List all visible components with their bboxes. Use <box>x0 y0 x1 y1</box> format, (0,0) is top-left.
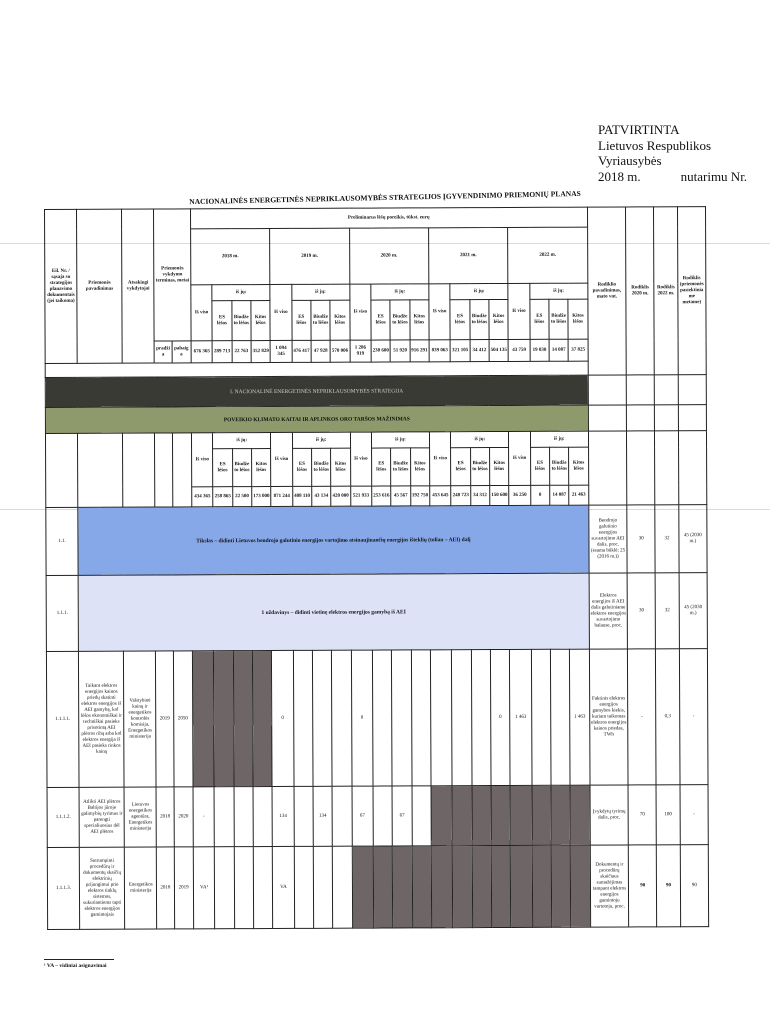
approval-line-2: Lietuvos Respublikos <box>598 137 712 153</box>
state-2019: Biudžeto lėšos <box>312 448 331 486</box>
measure-indicator: Dokumentų ir procedūrų skaičiaus sumažėjimas tampant elektros energijos gamintoju vartotoju, proc. <box>590 845 629 927</box>
approval-year: 2018 m. <box>598 168 641 184</box>
empty-cell <box>588 375 627 405</box>
term-start: pradžia <box>154 341 171 363</box>
year-2018: 2018 m. <box>190 229 270 285</box>
total-cell: 150 600 <box>490 485 509 505</box>
of-which-2018: iš jų: <box>213 433 271 449</box>
empty-cell <box>430 650 452 786</box>
other-2020: Kitos lėšos <box>410 448 429 486</box>
total-cell: 420 000 <box>331 486 350 506</box>
total-cell: 14 087 <box>550 485 569 505</box>
cell-2019-total: 0 <box>272 650 294 786</box>
total-cell: 51 920 <box>390 340 409 362</box>
total-cell: 434 365 <box>192 487 214 507</box>
empty-cell <box>294 786 314 846</box>
empty-cell <box>412 786 432 846</box>
header-measure: Priemonės pavadinimas <box>77 209 123 363</box>
measure-indicator: Įvykdytų tyrimų dalis, proc. <box>590 785 629 845</box>
total-cell: 192 750 <box>410 486 429 506</box>
eu-2021: ES lėšos <box>450 300 469 340</box>
empty-cell <box>471 650 491 786</box>
empty-cell <box>452 650 472 786</box>
measure-start: 2018 <box>156 787 173 847</box>
total-cell: 676 365 <box>191 341 213 363</box>
total-2018: Iš viso <box>191 285 213 341</box>
empty-cell <box>45 433 77 507</box>
cell-2018-total: VA¹ <box>193 847 215 929</box>
cell-2020-total: 67 <box>352 786 374 846</box>
of-which-2020: iš jų: <box>371 284 429 300</box>
year-2020: 2020 m. <box>349 228 429 284</box>
cell-2019-total: 134 <box>272 786 294 846</box>
empty-cell <box>253 787 273 847</box>
measure-name: Sutrumpinti procedūrų ir dokumentų skaičių elektrinių prijungimui prie elektros tinklų sistemos, sukuriantiems tapti elektros energijos gamintojais <box>79 847 124 929</box>
header-no: Eil. Nr. / sąsaja su strategijos planavimo dokumentais (jei taikoma) <box>45 209 78 363</box>
state-2021: Biudžeto lėšos <box>470 300 489 340</box>
measure-responsible: Energetikos ministerija <box>125 847 158 929</box>
empty-cell <box>588 405 627 431</box>
state-2020: Biudžeto lėšos <box>391 448 410 486</box>
shaded-cell <box>352 846 374 928</box>
header-2020: Rodiklis 2020 m. <box>626 207 655 375</box>
empty-cell <box>172 433 192 507</box>
measure-end: 2020 <box>174 787 194 847</box>
shaded-cell <box>393 846 413 928</box>
measure-responsible: Lietuvos energetikos agentūra, Energetikos ministerija <box>124 787 156 847</box>
header-2022: Rodiklis 2022 m. <box>654 207 678 375</box>
task-text: 1 uždavinys – didinti vietinę elektros energijos gamybą iš AEI <box>78 573 589 651</box>
shaded-cell <box>532 785 552 845</box>
approval-resolution: nutarimu Nr. <box>680 168 748 184</box>
empty-cell <box>332 650 352 786</box>
cell-2020-state: 67 <box>392 786 412 846</box>
measure-2022: 0,3 <box>656 649 680 785</box>
total-cell: 289 713 <box>212 341 231 363</box>
shaded-cell <box>491 845 511 927</box>
approval-line-1: PATVIRTINTA <box>598 122 680 137</box>
shaded-cell <box>431 846 453 928</box>
measure-prime: 90 <box>680 845 709 927</box>
goal-prime: 45 (2030 m.) <box>679 505 707 573</box>
total-cell: 34 312 <box>470 486 489 506</box>
other-2019: Kitos lėšos <box>331 448 350 486</box>
empty-cell <box>313 846 333 928</box>
total-cell: 21 463 <box>569 485 588 505</box>
shaded-cell <box>551 845 571 927</box>
measure-prime: - <box>680 785 708 845</box>
eu-2020: ES lėšos <box>372 448 391 486</box>
measure-end: 2050 <box>173 651 193 787</box>
measure-name: Taikant elektros energijos kainos priedų skatinti elektros energijos iš AEI gamybą, kol lėšos ekonomiškai ir techniškai pasieks prisotintą AEI plėtros ribą arba kol elektros energija iš AEI pasieks rinkos kainą <box>79 651 125 787</box>
total-2020: Iš viso <box>350 432 372 486</box>
total-cell: 22 500 <box>232 487 251 507</box>
eu-2022: ES lėšos <box>530 447 549 485</box>
total-2021: Iš viso <box>429 432 451 486</box>
term-end: pabaiga <box>172 341 191 363</box>
year-2022: 2022 m. <box>508 227 588 283</box>
eu-2018: ES lėšos <box>212 301 231 341</box>
goal-no: 1.1. <box>46 507 78 575</box>
header-row-1 <box>45 207 706 230</box>
total-2021: Iš viso <box>429 284 451 340</box>
total-2022: Iš viso <box>509 431 531 485</box>
total-cell: 248 723 <box>451 486 470 506</box>
task-2020: 30 <box>627 573 655 649</box>
total-cell: 504 135 <box>489 339 508 361</box>
empty-cell <box>155 433 172 507</box>
empty-cell <box>678 431 707 505</box>
shaded-cell <box>373 846 393 928</box>
of-which-2022: iš jų: <box>530 283 588 299</box>
measure-no: 1.1.1.2. <box>47 787 79 847</box>
eu-2019: ES lėšos <box>292 300 311 340</box>
shaded-cell <box>491 785 511 845</box>
total-cell: 352 829 <box>251 341 270 363</box>
empty-cell <box>531 649 551 785</box>
total-cell: 253 616 <box>372 486 391 506</box>
total-cell: 476 417 <box>292 340 311 362</box>
state-2022: Biudžeto lėšos <box>550 447 569 485</box>
shaded-cell <box>453 846 473 928</box>
total-2018: Iš viso <box>191 433 213 487</box>
total-cell: 43 134 <box>312 486 331 506</box>
total-cell: 570 006 <box>330 340 349 362</box>
empty-cell <box>655 405 679 431</box>
shaded-cell <box>233 651 253 787</box>
band-strategy: I. NACIONALINĖ ENERGETINĖS NEPRIKLAUSOMYBĖS STRATEGIJA <box>45 375 588 407</box>
empty-cell <box>215 847 235 929</box>
empty-cell <box>373 786 393 846</box>
eu-2018: ES lėšos <box>213 449 232 487</box>
cell-2019-total: VA <box>273 846 295 928</box>
shaded-cell <box>551 785 571 845</box>
measure-name: Atlikti AEI plėtros Baltijos jūroje galimybių tyrimus ir parengti specialiuosius dėl AEI plėtros <box>79 787 124 847</box>
of-which-2020: iš jų: <box>371 432 429 448</box>
year-2021: 2021 m. <box>428 227 508 283</box>
measure-2020: 90 <box>629 845 657 927</box>
of-which-2021: iš jų: <box>450 283 508 299</box>
shaded-cell <box>472 786 492 846</box>
total-cell: 916 291 <box>410 340 429 362</box>
measure-row <box>46 649 708 788</box>
cell-2022-other: 1 463 <box>570 649 590 785</box>
empty-cell <box>678 375 706 405</box>
document-title: NACIONALINĖS ENERGETINĖS NEPRIKLAUSOMYBĖS STRATEGIJOS ĮGYVENDINIMO PRIEMONIŲ PLANAS <box>189 188 581 207</box>
empty-cell <box>588 431 627 505</box>
band-strategy-row <box>45 375 706 408</box>
header-responsible: Atsakingi vykdytojai <box>122 209 155 363</box>
total-cell: 43 759 <box>508 339 530 361</box>
other-2019: Kitos lėšos <box>330 300 349 340</box>
measure-start: 2019 <box>156 651 174 787</box>
total-cell: 839 063 <box>429 340 451 362</box>
state-2020: Biudžeto lėšos <box>390 300 409 340</box>
empty-cell <box>253 847 273 929</box>
other-2021: Kitos lėšos <box>489 447 508 485</box>
total-cell: 0 <box>530 485 549 505</box>
eu-2022: ES lėšos <box>530 299 549 339</box>
total-cell: 45 567 <box>391 486 410 506</box>
measures-plan-table <box>44 206 709 930</box>
other-2022: Kitos lėšos <box>569 447 589 485</box>
task-indicator: Elektros energijos iš AEI dalis galutiniame elektros energijos suvartojimo balanse, proc. <box>589 573 628 649</box>
measure-start: 2018 <box>157 847 175 929</box>
empty-cell <box>123 433 155 507</box>
of-which-2021: iš jų: <box>451 431 509 447</box>
measure-2022: 90 <box>656 845 680 927</box>
total-cell: 22 763 <box>232 341 251 363</box>
total-cell: 19 030 <box>530 339 549 361</box>
empty-cell <box>627 375 655 405</box>
task-row <box>46 573 707 652</box>
goal-indicator: Bendrojo galutinio energijos suvartojimo AEI dalis, proc. (esama būklė: 25 (2016 m.)) <box>589 505 628 573</box>
shaded-cell <box>452 786 472 846</box>
empty-cell <box>411 650 431 786</box>
empty-cell <box>678 405 706 431</box>
task-2022: 32 <box>655 573 679 649</box>
goal-2020: 30 <box>627 505 655 573</box>
total-cell: 37 825 <box>568 339 588 361</box>
shaded-cell <box>472 846 492 928</box>
total-cell: 521 933 <box>350 486 372 506</box>
shaded-cell <box>570 785 590 845</box>
state-2018: Biudžeto lėšos <box>232 301 251 341</box>
cell-2022-total: 1 463 <box>510 649 532 785</box>
total-cell: 258 865 <box>213 487 232 507</box>
measure-row <box>47 845 708 930</box>
total-cell: 1 286 919 <box>350 340 372 362</box>
shaded-cell <box>511 845 533 927</box>
shaded-cell <box>532 845 552 927</box>
cell-2019-state: 134 <box>313 786 333 846</box>
empty-cell <box>332 786 352 846</box>
header-prime: Rodiklis (priemonės pasiektiniame metame) <box>677 207 706 375</box>
total-cell: 453 645 <box>430 486 452 506</box>
other-2022: Kitos lėšos <box>568 299 588 339</box>
approval-line-3: Vyriausybės <box>598 153 662 168</box>
eu-2020: ES lėšos <box>371 300 390 340</box>
measure-no: 1.1.1.1. <box>46 651 79 787</box>
total-2022: Iš viso <box>508 283 530 339</box>
goal-2022: 32 <box>655 505 679 573</box>
measure-prime: - <box>679 649 708 785</box>
of-which-2019: iš jų: <box>292 432 350 448</box>
measure-indicator: Faktinis elektros energijos gamybos kiekis, kuriam taikomas elektros energijos kainos priedas, TWh <box>589 649 628 785</box>
total-cell: 14 087 <box>549 339 568 361</box>
shaded-cell <box>431 786 453 846</box>
task-no: 1.1.1. <box>46 575 79 651</box>
total-2020: Iš viso <box>349 284 371 340</box>
of-which-2019: iš jų: <box>292 284 350 300</box>
task-prime: 45 (2030 m.) <box>679 573 708 649</box>
subheader-of-which <box>45 431 706 450</box>
total-cell: 36 250 <box>509 485 531 505</box>
other-2021: Kitos lėšos <box>489 299 508 339</box>
shaded-cell <box>510 785 532 845</box>
state-2021: Biudžeto lėšos <box>470 448 489 486</box>
total-cell: 321 105 <box>450 340 469 362</box>
header-indicator: Rodiklio pavadinimas, mato vnt. <box>587 207 626 375</box>
empty-cell <box>372 650 392 786</box>
measure-2022: 100 <box>656 785 680 845</box>
goal-row <box>46 505 707 576</box>
band-section: POVEIKIO KLIMATO KAITAI IR APLINKOS ORO TARŠOS MAŽINIMAS <box>45 405 588 433</box>
cell-2018-total: - <box>193 787 215 847</box>
empty-cell <box>333 846 353 928</box>
empty-cell <box>214 787 234 847</box>
empty-cell <box>627 431 655 505</box>
of-which-2022: iš jų: <box>530 431 588 447</box>
total-cell: 408 110 <box>292 486 311 506</box>
measure-2020: - <box>628 649 656 785</box>
total-2019: Iš viso <box>271 432 293 486</box>
state-2018: Biudžeto lėšos <box>232 449 251 487</box>
eu-2021: ES lėšos <box>451 448 470 486</box>
approval-line-4 <box>598 169 758 185</box>
empty-cell <box>627 405 655 431</box>
shaded-cell <box>412 846 432 928</box>
measure-no: 1.1.1.3. <box>47 847 80 929</box>
header-funding: Preliminarus lėšų poreikis, tūkst. eurų <box>190 207 587 229</box>
total-cell: 238 600 <box>371 340 390 362</box>
empty-cell <box>392 650 412 786</box>
empty-cell <box>312 650 332 786</box>
total-cell: 34 412 <box>470 340 489 362</box>
footnote: ¹ VA – vidiniai asignavimai <box>44 963 107 969</box>
band-section-row <box>45 405 706 434</box>
goal-text: Tikslas – didinti Lietuvos bendrojo galutinio energijos vartojimo atsinaujinančių energijos išteklių (toliau – AEI) dalį <box>78 505 589 575</box>
year-2019: 2019 m. <box>270 228 350 284</box>
other-2020: Kitos lėšos <box>410 300 429 340</box>
approval-block <box>598 122 758 184</box>
of-which-2018: iš jų: <box>212 285 270 301</box>
empty-cell <box>234 847 254 929</box>
empty-cell <box>655 431 679 505</box>
measure-responsible: Valstybinė kainų ir energetikos kontrolės komisija, Energetikos ministerija <box>124 651 157 787</box>
state-2019: Biudžeto lėšos <box>311 300 330 340</box>
measure-2020: 70 <box>628 785 656 845</box>
measure-end: 2019 <box>174 847 194 929</box>
empty-cell <box>654 375 678 405</box>
state-2022: Biudžeto lėšos <box>549 299 568 339</box>
total-cell: 173 000 <box>252 487 271 507</box>
total-2019: Iš viso <box>270 284 292 340</box>
empty-cell <box>293 650 313 786</box>
empty-cell <box>550 649 570 785</box>
empty-cell <box>234 787 254 847</box>
empty-cell <box>294 846 314 928</box>
cell-2020-total: 0 <box>351 650 373 786</box>
total-cell: 1 094 345 <box>270 340 292 362</box>
empty-cell <box>78 433 123 507</box>
shaded-cell <box>571 845 591 927</box>
total-cell: 47 928 <box>311 340 330 362</box>
header-term: Priemonės vykdymo terminas, metai <box>154 209 191 341</box>
footnote-rule <box>44 959 114 960</box>
eu-2019: ES lėšos <box>292 448 311 486</box>
other-2018: Kitos lėšos <box>251 449 270 487</box>
other-2018: Kitos lėšos <box>251 301 270 341</box>
total-cell: 871 244 <box>271 486 293 506</box>
measure-row <box>47 785 708 848</box>
shaded-cell <box>214 651 234 787</box>
shaded-cell <box>192 651 214 787</box>
cell-2021-other: 0 <box>490 649 510 785</box>
shaded-cell <box>252 651 272 787</box>
